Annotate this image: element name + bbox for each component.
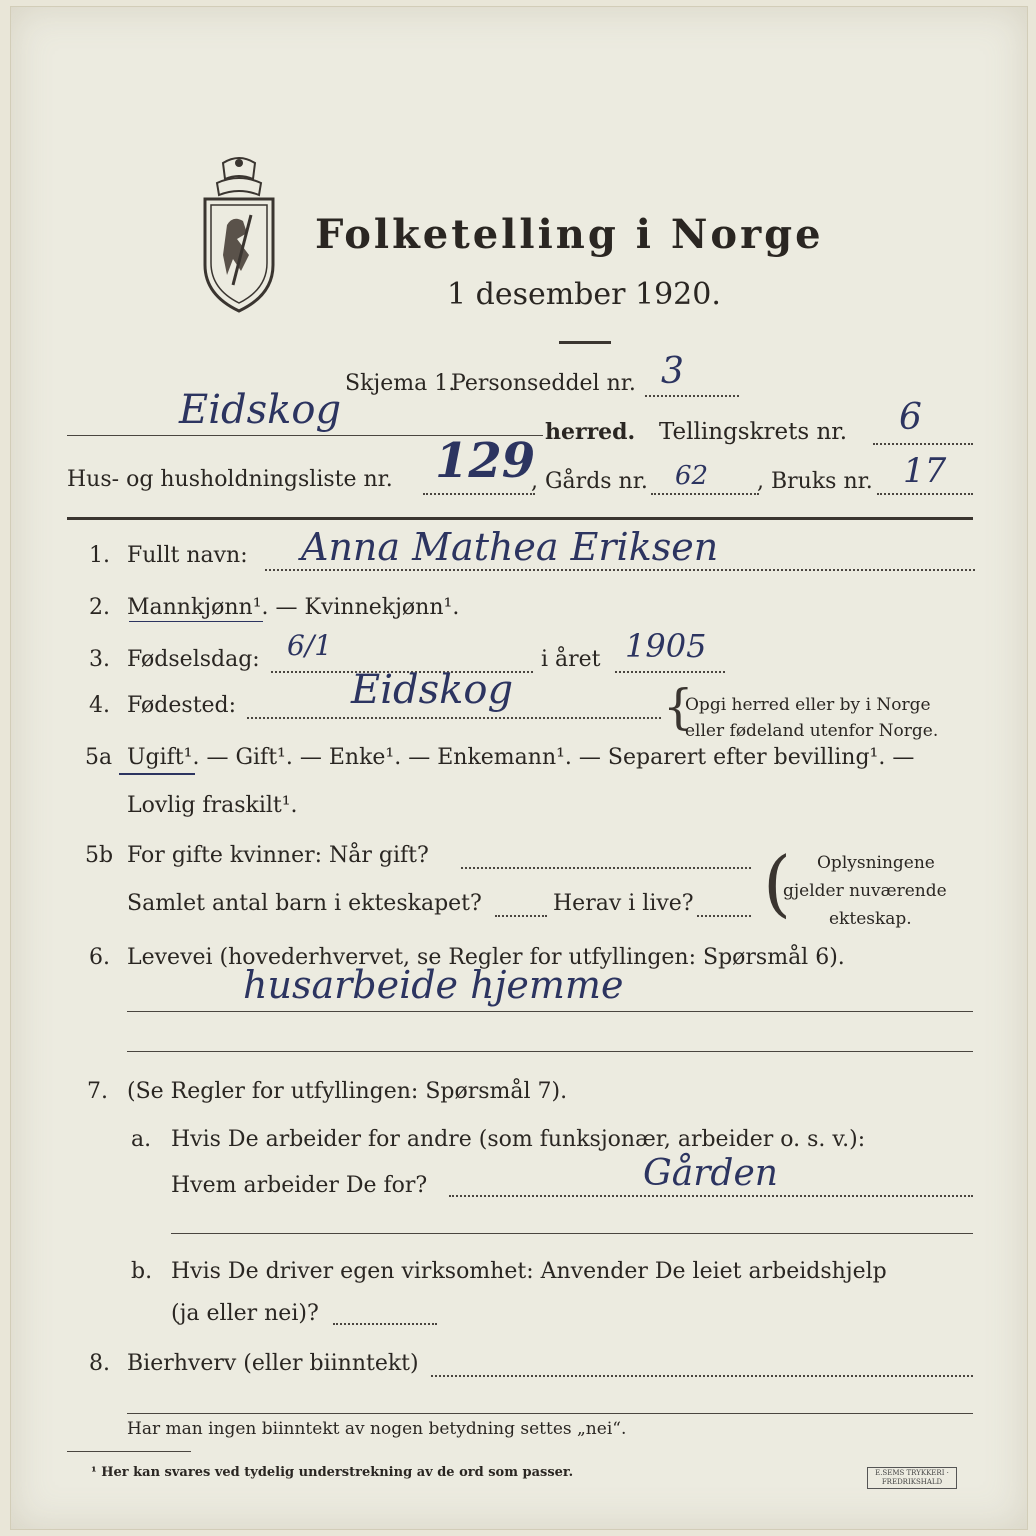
header-divider xyxy=(67,517,973,520)
q3-value: 6/1 xyxy=(287,629,333,662)
q1-label: Fullt navn: xyxy=(127,543,248,568)
q5a-label-2: Lovlig fraskilt¹. xyxy=(127,793,298,818)
footnote-divider xyxy=(67,1451,191,1452)
q4-brace: { xyxy=(663,679,694,735)
q2-underline xyxy=(129,621,263,622)
q8-line-2 xyxy=(127,1413,973,1414)
q7a-line xyxy=(449,1195,973,1197)
q7a-label: Hvis De arbeider for andre (som funksjonær, arbeider o. s. v.): xyxy=(171,1127,866,1152)
q5b-label-2: Samlet antal barn i ekteskapet? xyxy=(127,891,482,916)
q8-label: Bierhverv (eller biinntekt) xyxy=(127,1351,419,1376)
q7a-number: a. xyxy=(131,1127,152,1152)
q7b-label: Hvis De driver egen virksomhet: Anvender De leiet arbeidshjelp xyxy=(171,1259,887,1284)
q7b-line xyxy=(333,1323,437,1325)
q2-number: 2. xyxy=(89,595,110,620)
q1-number: 1. xyxy=(89,543,110,568)
bruks-value: 17 xyxy=(903,451,947,491)
personseddel-value: 3 xyxy=(661,351,684,392)
tellingskrets-line xyxy=(873,443,973,445)
personseddel-label: Personseddel nr. xyxy=(451,371,636,396)
personseddel-line xyxy=(645,395,739,397)
q7a-line-2 xyxy=(171,1233,973,1234)
q6-label: Levevei (hovederhvervet, se Regler for utfyllingen: Spørsmål 6). xyxy=(127,945,845,970)
q3-year-label: i året xyxy=(541,647,601,672)
q5b-note-3: ekteskap. xyxy=(829,909,912,929)
q6-number: 6. xyxy=(89,945,110,970)
q5b-number: 5b xyxy=(85,843,114,868)
tellingskrets-value: 6 xyxy=(899,397,922,438)
q5b-label: For gifte kvinner: Når gift? xyxy=(127,843,429,868)
herred-value: Eidskog xyxy=(179,387,342,433)
coat-of-arms-icon xyxy=(193,155,285,315)
q3-year-value: 1905 xyxy=(625,627,707,665)
q1-line xyxy=(265,569,975,571)
q3-number: 3. xyxy=(89,647,110,672)
q7b-label-2: (ja eller nei)? xyxy=(171,1301,319,1326)
q6-value: husarbeide hjemme xyxy=(243,963,624,1007)
title-divider xyxy=(559,341,611,344)
q5b-line-3 xyxy=(697,915,751,917)
q4-label: Fødested: xyxy=(127,693,237,718)
census-form xyxy=(10,6,1028,1530)
q4-note-2: eller fødeland utenfor Norge. xyxy=(685,721,939,741)
printer-stamp: E.SEMS TRYKKERI · FREDRIKSHALD xyxy=(867,1467,957,1489)
q5b-label-3: Herav i live? xyxy=(553,891,694,916)
q5b-brace: ( xyxy=(763,841,792,925)
q4-number: 4. xyxy=(89,693,110,718)
q6-line-1 xyxy=(127,1011,973,1012)
footnote: ¹ Her kan svares ved tydelig understrekning av de ord som passer. xyxy=(91,1465,574,1480)
q7-label: (Se Regler for utfyllingen: Spørsmål 7). xyxy=(127,1079,568,1104)
herred-label: herred. xyxy=(545,419,636,445)
q4-line xyxy=(247,717,661,719)
q3-label: Fødselsdag: xyxy=(127,647,260,672)
q6-line-2 xyxy=(127,1051,973,1052)
q1-value: Anna Mathea Eriksen xyxy=(301,525,719,569)
form-title: Folketelling i Norge xyxy=(315,211,824,258)
q5b-line-2 xyxy=(495,915,547,917)
q5b-note-2: gjelder nuværende xyxy=(783,881,947,901)
q4-note-1: Opgi herred eller by i Norge xyxy=(685,695,931,715)
q5b-note-1: Oplysningene xyxy=(817,853,935,873)
q8-note: Har man ingen biinntekt av nogen betydning settes „nei“. xyxy=(127,1419,627,1439)
q5a-number: 5a xyxy=(85,745,113,770)
q7b-number: b. xyxy=(131,1259,153,1284)
q5a-underline xyxy=(119,773,195,775)
q4-value: Eidskog xyxy=(351,667,514,713)
q7a-label-2: Hvem arbeider De for? xyxy=(171,1173,428,1198)
q8-number: 8. xyxy=(89,1351,110,1376)
skjema-label: Skjema 1. xyxy=(345,371,456,396)
hus-line xyxy=(423,493,535,495)
form-date: 1 desember 1920. xyxy=(447,277,721,312)
q8-line xyxy=(431,1375,973,1377)
gards-label: , Gårds nr. xyxy=(531,469,648,494)
bruks-label: , Bruks nr. xyxy=(757,469,873,494)
bruks-line xyxy=(877,493,973,495)
tellingskrets-label: Tellingskrets nr. xyxy=(659,419,848,445)
hus-value: 129 xyxy=(435,433,536,489)
q2-label: Mannkjønn¹. — Kvinnekjønn¹. xyxy=(127,595,460,620)
q3-year-line xyxy=(615,671,725,673)
q7-number: 7. xyxy=(87,1079,108,1104)
gards-line xyxy=(651,493,759,495)
q5b-line-1 xyxy=(461,867,751,869)
hus-label: Hus- og husholdningsliste nr. xyxy=(67,467,393,492)
q7a-value: Gården xyxy=(643,1153,778,1194)
gards-value: 62 xyxy=(675,461,709,491)
q5a-label: Ugift¹. — Gift¹. — Enke¹. — Enkemann¹. — Separert efter bevilling¹. — xyxy=(127,745,915,770)
